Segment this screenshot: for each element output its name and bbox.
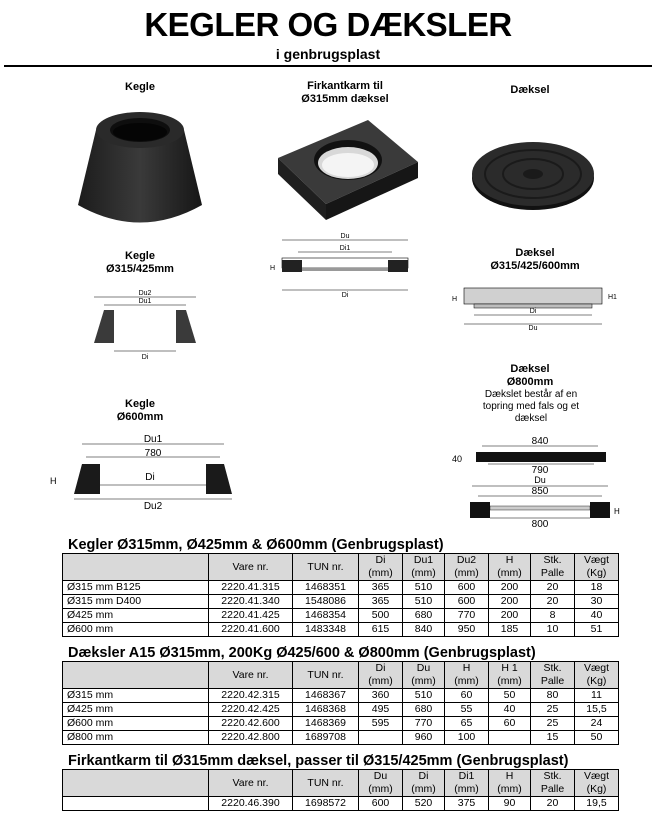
col-du1: Du1 (mm) bbox=[403, 554, 445, 581]
table-cell: 51 bbox=[575, 623, 619, 637]
table-cell: 18 bbox=[575, 581, 619, 595]
dim-du-daeksel: Du bbox=[528, 325, 538, 332]
table-cell: 25 bbox=[531, 717, 575, 731]
col-tun: TUN nr. bbox=[293, 770, 359, 797]
col-vaegt: Vægt (Kg) bbox=[575, 770, 619, 797]
kegle-600-label-1: Kegle bbox=[125, 398, 155, 410]
col-du: Du (mm) bbox=[403, 662, 445, 689]
table-cell: 2220.41.340 bbox=[209, 595, 293, 609]
table-cell: 500 bbox=[359, 609, 403, 623]
dim-du-800: Du bbox=[534, 475, 546, 485]
table-cell: 770 bbox=[403, 717, 445, 731]
col-vaegt: Vægt (Kg) bbox=[575, 662, 619, 689]
table-cell: 365 bbox=[359, 595, 403, 609]
dim-850: 850 bbox=[531, 486, 549, 497]
kegle-small-label-1: Kegle bbox=[125, 250, 155, 262]
karm-photo-label-2: Ø315mm dæksel bbox=[301, 93, 389, 105]
table-cell: 1689708 bbox=[293, 731, 359, 745]
karm-photo-label-1: Firkantkarm til bbox=[307, 80, 383, 92]
table-cell: 24 bbox=[575, 717, 619, 731]
kegle-600-label-2: Ø600mm bbox=[116, 411, 164, 423]
table-cell: 1483348 bbox=[293, 623, 359, 637]
table-row bbox=[63, 689, 619, 703]
col-vare: Vare nr. bbox=[209, 662, 293, 689]
kegler-section-title: Kegler Ø315mm, Ø425mm & Ø600mm (Genbrugsplast) bbox=[68, 537, 444, 553]
kegle-photo-label: Kegle bbox=[125, 81, 155, 93]
table-cell: 2220.41.425 bbox=[209, 609, 293, 623]
daeksler-table bbox=[62, 661, 619, 745]
table-row bbox=[63, 595, 619, 609]
table-cell: 2220.41.315 bbox=[209, 581, 293, 595]
table-cell: 8 bbox=[531, 609, 575, 623]
table-cell: 680 bbox=[403, 703, 445, 717]
daeksel-photo-label: Dæksel bbox=[510, 84, 550, 96]
col-stk: Stk. Palle bbox=[531, 554, 575, 581]
col-tun: TUN nr. bbox=[293, 554, 359, 581]
table-cell: Ø800 mm bbox=[63, 731, 209, 745]
firkantkarm-drawing bbox=[268, 232, 420, 300]
table-cell: 40 bbox=[575, 609, 619, 623]
table-cell: Ø315 mm bbox=[63, 689, 209, 703]
table-cell: Ø315 mm D400 bbox=[63, 595, 209, 609]
title-divider bbox=[4, 65, 652, 67]
dim-di-600: Di bbox=[145, 472, 155, 483]
table-cell: 11 bbox=[575, 689, 619, 703]
table-cell: 600 bbox=[445, 595, 489, 609]
table-cell: Ø315 mm B125 bbox=[63, 581, 209, 595]
dim-du1: Du1 bbox=[138, 298, 152, 305]
table-cell: 15 bbox=[531, 731, 575, 745]
table-cell: 30 bbox=[575, 595, 619, 609]
dim-di: Di bbox=[141, 354, 149, 361]
table-cell: 185 bbox=[489, 623, 531, 637]
firkantkarm-section-title: Firkantkarm til Ø315mm dæksel, passer til Ø315/425mm (Genbrugsplast) bbox=[68, 753, 569, 769]
dim-di1: Di1 bbox=[339, 245, 351, 252]
table-row bbox=[63, 581, 619, 595]
table-cell: 80 bbox=[531, 689, 575, 703]
col-vare: Vare nr. bbox=[209, 770, 293, 797]
table-cell: 200 bbox=[489, 595, 531, 609]
kegle-small-drawing bbox=[80, 285, 210, 370]
table-cell: 510 bbox=[403, 689, 445, 703]
kegle-600-drawing bbox=[48, 430, 248, 510]
table-cell: 365 bbox=[359, 581, 403, 595]
dim-du1-600: Du1 bbox=[143, 434, 163, 445]
table-cell: 50 bbox=[489, 689, 531, 703]
table-cell: 510 bbox=[403, 581, 445, 595]
dim-790: 790 bbox=[531, 465, 549, 476]
table-cell: 495 bbox=[359, 703, 403, 717]
table-cell: 960 bbox=[403, 731, 445, 745]
table-row bbox=[63, 623, 619, 637]
daeksel-small-drawing bbox=[448, 282, 628, 332]
table-cell: 50 bbox=[575, 731, 619, 745]
table-cell: 15,5 bbox=[575, 703, 619, 717]
table-cell: 510 bbox=[403, 595, 445, 609]
daeksler-header-row bbox=[63, 662, 619, 689]
table-cell: 100 bbox=[445, 731, 489, 745]
dim-h1-daeksel: H1 bbox=[608, 294, 617, 301]
table-cell: 2220.42.600 bbox=[209, 717, 293, 731]
page-subtitle: i genbrugsplast bbox=[275, 46, 381, 62]
col-di: Di (mm) bbox=[359, 662, 403, 689]
firkantkarm-table bbox=[62, 769, 619, 811]
daeksel-small-label-2: Ø315/425/600mm bbox=[490, 260, 580, 272]
daeksel-800-drawing bbox=[448, 428, 628, 530]
kegle-photo bbox=[76, 100, 204, 230]
col-h1: H 1 (mm) bbox=[489, 662, 531, 689]
dim-h-600: H bbox=[50, 476, 57, 486]
table-cell: 1468354 bbox=[293, 609, 359, 623]
table-cell: 200 bbox=[489, 581, 531, 595]
table-cell: 25 bbox=[531, 703, 575, 717]
table-cell bbox=[489, 731, 531, 745]
table-cell: 600 bbox=[359, 797, 403, 811]
table-cell: 20 bbox=[531, 581, 575, 595]
table-cell: 20 bbox=[531, 797, 575, 811]
table-row bbox=[63, 797, 619, 811]
table-cell: 680 bbox=[403, 609, 445, 623]
dim-di-daeksel: Di bbox=[529, 308, 537, 315]
table-cell: 520 bbox=[403, 797, 445, 811]
table-cell: 840 bbox=[403, 623, 445, 637]
col-di: Di (mm) bbox=[359, 554, 403, 581]
daeksel-800-label-2: Ø800mm bbox=[506, 376, 554, 388]
daeksel-800-note: Dækslet består af en topring med fals og et dæksel bbox=[482, 389, 580, 424]
dim-h-karm: H bbox=[270, 265, 276, 272]
table-cell bbox=[359, 731, 403, 745]
table-cell: 60 bbox=[445, 689, 489, 703]
table-cell: 2220.46.390 bbox=[209, 797, 293, 811]
table-cell: Ø425 mm bbox=[63, 703, 209, 717]
dim-800: 800 bbox=[531, 519, 549, 530]
table-row bbox=[63, 703, 619, 717]
table-cell: 2220.42.315 bbox=[209, 689, 293, 703]
dim-40: 40 bbox=[452, 454, 463, 464]
dim-840: 840 bbox=[531, 436, 549, 447]
col-di1: Di1 (mm) bbox=[445, 770, 489, 797]
table-cell: 770 bbox=[445, 609, 489, 623]
table-cell: 950 bbox=[445, 623, 489, 637]
table-cell: 20 bbox=[531, 595, 575, 609]
col-h: H (mm) bbox=[445, 662, 489, 689]
table-cell: 1548086 bbox=[293, 595, 359, 609]
daeksel-photo bbox=[470, 134, 596, 212]
table-cell: Ø600 mm bbox=[63, 717, 209, 731]
col-h: H (mm) bbox=[489, 554, 531, 581]
firkantkarm-photo bbox=[274, 108, 422, 226]
dim-h-800: H bbox=[614, 507, 620, 516]
table-cell: 1698572 bbox=[293, 797, 359, 811]
table-row bbox=[63, 717, 619, 731]
kegle-small-label-2: Ø315/425mm bbox=[106, 263, 174, 275]
col-stk: Stk. Palle bbox=[531, 770, 575, 797]
kegler-table bbox=[62, 553, 619, 637]
dim-du2: Du2 bbox=[138, 290, 152, 297]
col-stk: Stk. Palle bbox=[531, 662, 575, 689]
table-cell: 90 bbox=[489, 797, 531, 811]
table-cell: 19,5 bbox=[575, 797, 619, 811]
col-tun: TUN nr. bbox=[293, 662, 359, 689]
table-cell: 200 bbox=[489, 609, 531, 623]
firkantkarm-header-row bbox=[63, 770, 619, 797]
dim-di-karm: Di bbox=[341, 292, 349, 299]
table-row bbox=[63, 731, 619, 745]
dim-h-daeksel: H bbox=[452, 296, 458, 303]
table-cell: 360 bbox=[359, 689, 403, 703]
col-h: H (mm) bbox=[489, 770, 531, 797]
table-cell: 10 bbox=[531, 623, 575, 637]
table-cell: 600 bbox=[445, 581, 489, 595]
table-cell: 595 bbox=[359, 717, 403, 731]
dim-du: Du bbox=[340, 233, 350, 240]
col-du: Du (mm) bbox=[359, 770, 403, 797]
table-cell: 615 bbox=[359, 623, 403, 637]
table-cell: Ø600 mm bbox=[63, 623, 209, 637]
daeksler-section-title: Dæksler A15 Ø315mm, 200Kg Ø425/600 & Ø800mm (Genbrugsplast) bbox=[68, 645, 536, 661]
table-cell: 65 bbox=[445, 717, 489, 731]
table-cell: 55 bbox=[445, 703, 489, 717]
dim-du2-600: Du2 bbox=[143, 501, 163, 512]
col-vaegt: Vægt (Kg) bbox=[575, 554, 619, 581]
table-row bbox=[63, 609, 619, 623]
col-du2: Du2 (mm) bbox=[445, 554, 489, 581]
table-cell: 2220.41.600 bbox=[209, 623, 293, 637]
daeksel-800-label-1: Dæksel bbox=[510, 363, 550, 375]
table-cell: 2220.42.425 bbox=[209, 703, 293, 717]
table-cell: 375 bbox=[445, 797, 489, 811]
col-di: Di (mm) bbox=[403, 770, 445, 797]
table-cell: 40 bbox=[489, 703, 531, 717]
dim-780: 780 bbox=[144, 448, 162, 459]
table-cell: 1468351 bbox=[293, 581, 359, 595]
table-cell: 2220.42.800 bbox=[209, 731, 293, 745]
kegler-header-row bbox=[63, 554, 619, 581]
table-cell bbox=[63, 797, 209, 811]
daeksel-small-label-1: Dæksel bbox=[515, 247, 555, 259]
table-cell: 60 bbox=[489, 717, 531, 731]
table-cell: 1468369 bbox=[293, 717, 359, 731]
col-vare: Vare nr. bbox=[209, 554, 293, 581]
table-cell: Ø425 mm bbox=[63, 609, 209, 623]
page-title: KEGLER OG DÆKSLER bbox=[144, 6, 512, 43]
table-cell: 1468368 bbox=[293, 703, 359, 717]
table-cell: 1468367 bbox=[293, 689, 359, 703]
